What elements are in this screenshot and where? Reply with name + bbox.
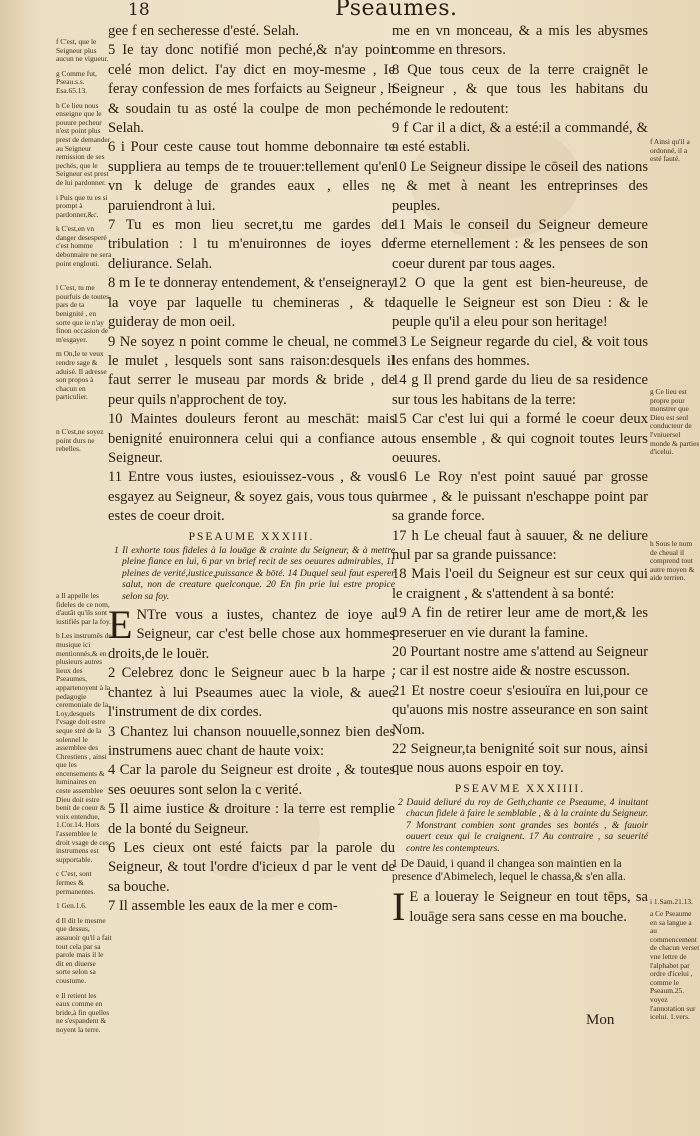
verse: 16 Le Roy n'est point sauué par grosse armee , & le puissant n'eschappe point par sa grande force. xyxy=(392,469,648,525)
verse: gee f en secheresse d'esté. Selah. xyxy=(108,23,300,39)
margin-note: l C'est, tu me pourfuis de toutes pars de ta benignité , en sorte que ie n'ay finon occasion de m'esgayer. xyxy=(56,283,109,344)
verse: 6 Les cieux ont esté faicts par la parole du Seigneur, & tout l'ordre d'icieux d par le vent de sa bouche. xyxy=(108,839,395,895)
margin-note: 1 Gen.1.6. xyxy=(56,901,87,911)
verse: 8 m Ie te donneray entendement, & t'enseigneray la voye par laquelle tu chemineras , & te guideray de mon oeil. xyxy=(108,275,395,331)
margin-note: d Il dit le mesme que dessus, assauoir qu'il a fait tout cela par sa parole mais il le dit en diuerse sorte selon sa coustume. xyxy=(56,915,112,985)
margin-note: i Puis que tu es si prompt à pardonner,&c. xyxy=(56,192,108,219)
psalm-argument: 1 Il exhorte tous fideles à la louāge & crainte du Seigneur, & à mettre pleine fiance en lui, 6 par vn brief recit de ses oeuures admirables, 11 pleines de verité,iustice,puissance & bōté. 14 Duquel seul faut esperer salut, non de creature quelconque. 20 En fin prie lui estre propice selon sa foy. xyxy=(114,544,395,602)
psalm-heading: PSEAVME XXXIIII. xyxy=(454,782,586,795)
verse: 18 Mais l'oeil du Seigneur est sur ceux qui le craignent , & s'attendent à sa bonté: xyxy=(392,566,648,602)
running-title: Pseaumes. xyxy=(335,0,458,21)
verse: 10 Maintes douleurs feront au meschāt: mais benignité enuironnera celui qui a confiance au Seigneur. xyxy=(108,411,395,466)
verse: 3 Chantez lui chanson nouuelle,sonnez bien des instrumens auec chant de haute voix: xyxy=(108,723,395,759)
margin-note: n C'est,ne soyez point durs ne rebelles. xyxy=(56,426,104,454)
left-text-column xyxy=(108,22,395,917)
verse: 4 Car la parole du Seigneur est droite , & toutes ses oeuures sont selon la c verité. xyxy=(108,762,395,798)
verse: 13 Le Seigneur regarde du ciel, & voit tous les enfans des hommes. xyxy=(392,333,648,369)
verse: 15 Car c'est lui qui a formé le coeur deux tous ensemble , & qui cognoit toutes leurs oeuures. xyxy=(392,411,648,466)
psalm-argument: 2 Dauid deliuré du roy de Geth,chante ce Pseaume, 4 inuitant chacun fidele à faire le semblable , & à la crainte du Seigneur. 7 Monstrant combien sont grandes ses bontés , & fauoir ouuert ceux qui le craignent. 17 Au contraire , sa seuerité contre les contempteurs. xyxy=(398,796,648,854)
verse: 20 Pourtant nostre ame s'attend au Seigneur : car il est nostre aide & nostre escusson. xyxy=(392,644,648,680)
right-margin-note: f Ainsi qu'il a ordonné, il a esté fauté. xyxy=(650,137,690,164)
catchword: Mon xyxy=(586,1012,615,1028)
margin-note: k C'est,en vn danger desesperé c'est homme debonnaire ne sera point englouti. xyxy=(56,224,112,268)
page-header xyxy=(0,0,700,20)
verse: 21 Et nostre coeur s'esiouïra en lui,pour ce qu'auons mis nostre asseurance en son saint Nom. xyxy=(392,682,648,738)
right-margin-note: i 1.Sam.21.13. xyxy=(650,897,693,906)
verse: 9 f Car il a dict, & a esté:il a commandé, & a esté establi. xyxy=(392,120,648,156)
margin-note: e Il retient les eaux comme en bride,à fin quelles ne s'espandent & noyent la terre. xyxy=(56,990,110,1034)
right-margin-note: g Ce lieu est propre pour monstrer que Dieu est seul conducteur de l'vniuersel monde & parties d'icelui. xyxy=(650,387,700,457)
left-margin-notes-lower xyxy=(56,592,112,1041)
verse: 11 Mais le conseil du Seigneur demeure ferme eternellement : & les pensees de son coeur durent par tous aages. xyxy=(392,217,648,272)
verse: E a loueray le Seigneur en tout tēps, sa louāge sera sans cesse en ma bouche. xyxy=(409,889,648,925)
margin-note: a Il appelle les fideles de ce nom, d'autāt qu'ils sont iustifiés par la foy. xyxy=(56,591,111,626)
right-margin-note: a Ce Pseaume en sa langue a au commencement de chacun verset vne lettre de l'alphabet par ordre d'icelui , comme le Pseaum.25. voyez l'annotation sur icelui. 1.vers. xyxy=(650,909,700,1022)
verse: 10 Le Seigneur dissipe le cōseil des nations , & met à neant les entreprinses des peuples. xyxy=(392,158,648,214)
verse: 7 Tu es mon lieu secret,tu me gardes de tribulation : l tu m'enuironnes de ioyes de deliurance. Selah. xyxy=(108,217,395,272)
verse: 19 A fin de retirer leur ame de mort,& les preseruer en vie durant la famine. xyxy=(392,605,648,641)
drop-cap: I xyxy=(392,884,406,930)
margin-note: g Comme fut, Pseau.s.s. Esa.65.13. xyxy=(56,68,97,95)
verse: 2 Celebrez donc le Seigneur auec b la harpe , chantez à lui Pseaumes auec la viole, & auec l'instrument de dix cordes. xyxy=(108,665,395,721)
drop-cap: E xyxy=(108,602,133,648)
page-number: 18 xyxy=(128,0,150,20)
verse: 7 Il assemble les eaux de la mer e com- xyxy=(108,898,338,915)
verse: 5 Il aime iustice & droiture : la terre est remplie de la bonté du Seigneur. xyxy=(108,801,395,837)
verse: 22 Seigneur,ta benignité soit sur nous, ainsi que nous auons espoir en toy. xyxy=(392,741,648,777)
verse: 6 i Pour ceste cause tout homme debonnaire te suppliera au temps de te trouuer:tellement qu'en vn k deluge de grandes eaux , elles ne paruiendront à lui. xyxy=(108,139,395,214)
margin-note: f C'est, que le Seigneur plus aucun ne vigueur. xyxy=(56,37,109,64)
left-margin-notes xyxy=(56,38,112,460)
verse: me en vn monceau, & a mis les abysmes comme en thresors. xyxy=(392,23,648,59)
psalm-inscription: 1 De Dauid, i quand il changea son maintien en la presence d'Abimelech, lequel le chassa,& s'en alla. xyxy=(392,858,626,884)
verse: 14 g Il prend garde du lieu de sa residence sur tous les habitans de la terre: xyxy=(392,372,648,408)
margin-note: b Les instrumēs de musique ici mentionnés,& en plusieurs autres lieux des Pseaumes, appartenoyent à la pedagogie ceremoniale de la Loy,desquels l'vsage doit estre seque stré de la solennel le assemblee des Chrestiens , ainsi que les encensements & luminaires en ceste assemblee Dieu doit estre benit de coeur & voix entendue, 1.Cor.14. Hors l'assemblee le droit vsage de ces instrumens est supportable. xyxy=(56,631,112,864)
right-margin-note: h Sous le nom de cheual il comprend tout autre moyen & aide terrien. xyxy=(650,539,695,583)
verse: 11 Entre vous iustes, esiouissez-vous , & vous esgayez au Seigneur, & soyez gais, vous tous qui estes de coeur droit. xyxy=(108,469,395,525)
psalm-heading: PSEAUME XXXIII. xyxy=(188,530,315,543)
verse: 17 h Le cheual faut à sauuer, & ne deliure nul par sa grande puissance: xyxy=(392,527,648,563)
verse: 8 Que tous ceux de la terre craignēt le Seigneur , & que tous les habitans du monde le redoutent: xyxy=(392,61,648,117)
verse: 5 Ie tay donc notifié mon peché,& n'ay point celé mon delict. I'ay dict en moy-mesme , Ie feray confession de mes forfaicts au Seigneur , h & soudain tu as osté la coulpe de mon peché. Selah. xyxy=(108,42,395,137)
margin-note: c C'est, sont fermes & permanentes. xyxy=(56,869,96,896)
margin-note: m On,Ie te veux rendre sage & aduisé. Il adresse son propos à chacun en particulier. xyxy=(56,349,107,402)
margin-note: h Ce lieu nous enseigne que le pouure pecheur n'est point plus prest de demander au Seigneur remission de ses pechés, que le Seigneur est prest de lui pardonner. xyxy=(56,100,111,187)
verse: 12 O que la gent est bien-heureuse, de laquelle le Seigneur est son Dieu : & le peuple qu'il a eleu pour son heritage! xyxy=(392,275,648,331)
verse: NTre vous a iustes, chantez de ioye au Seigneur, car c'est belle chose aux hommes droits,de le louër. xyxy=(108,607,395,662)
verse: 9 Ne soyez n point comme le cheual, ne comme le mulet , lesquels sont sans raison:desquels il faut serrer le museau par mords & bride , de peur quils n'approchent de toy. xyxy=(108,333,395,408)
right-text-column xyxy=(392,22,648,930)
